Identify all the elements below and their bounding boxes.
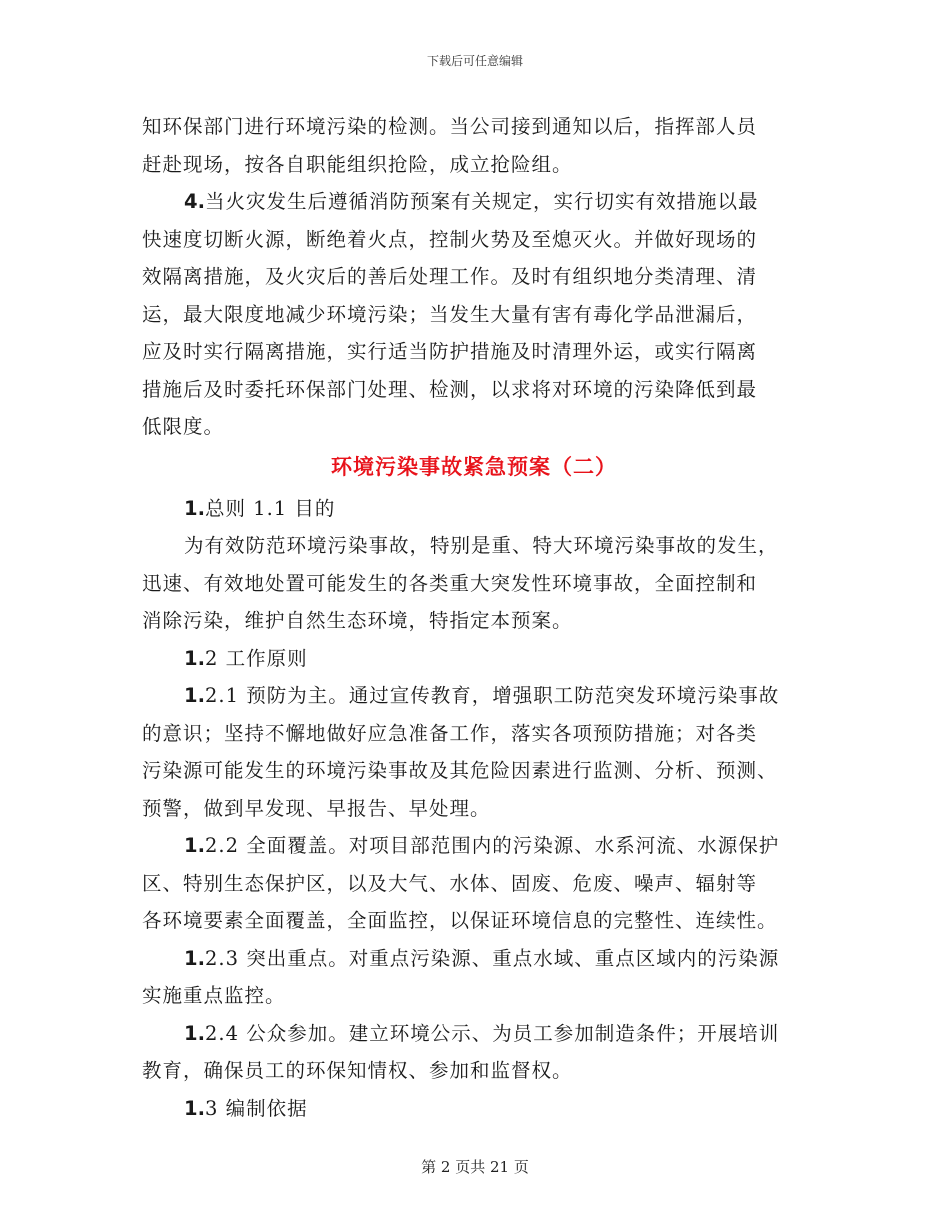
section-heading <box>142 640 812 678</box>
body-line: 效隔离措施，及火灾后的善后处理工作。及时有组织地分类清理、清 <box>142 265 758 288</box>
body-line: 迅速、有效地处置可能发生的各类重大突发性环境事故，全面控制和 <box>142 571 758 595</box>
document-body <box>142 108 812 1127</box>
body-text: 当火灾发生后遵循消防预案有关规定，实行切实有效措施以最 <box>204 190 759 213</box>
paragraph-first-line <box>142 1015 812 1053</box>
body-line: 教育，确保员工的环保知情权、参加和监督权。 <box>142 1059 573 1082</box>
paragraph-first-line <box>142 940 812 978</box>
body-text: 2.3 突出重点。对重点污染源、重点水域、重点区域内的污染源 <box>204 946 780 970</box>
body-line: 消除污染，维护自然生态环境，特指定本预案。 <box>142 609 573 632</box>
body-line: 应及时实行隔离措施，实行适当防护措施及时清理外运，或实行隔离 <box>142 340 758 363</box>
body-line: 污染源可能发生的环境污染事故及其危险因素进行监测、分析、预测、 <box>142 759 778 782</box>
section-heading-text: 3 编制依据 <box>204 1096 308 1120</box>
section-number: 1. <box>184 684 205 707</box>
body-line: 预警，做到早发现、早报告、早处理。 <box>142 796 491 820</box>
page-header: 下载后可任意编辑 <box>426 54 523 68</box>
section-number: 1. <box>184 496 205 520</box>
body-line: 知环保部门进行环境污染的检测。当公司接到通知以后，指挥部人员 <box>142 115 758 138</box>
paragraph-first-line <box>142 677 812 715</box>
paragraph-first-line <box>142 827 812 865</box>
page-footer: 第 2 页共 21 页 <box>421 1158 529 1176</box>
body-line: 实施重点监控。 <box>142 984 286 1007</box>
section-heading <box>142 1090 812 1128</box>
body-line: 措施后及时委托环保部门处理、检测，以求将对环境的污染降低到最 <box>142 377 758 401</box>
section-number: 1. <box>184 834 205 857</box>
body-line: 低限度。 <box>142 415 225 438</box>
list-number: 4. <box>184 190 205 213</box>
body-text: 2.1 预防为主。通过宣传教育，增强职工防范突发环境污染事故 <box>204 684 780 707</box>
section-heading-text: 总则 1.1 目的 <box>204 496 336 520</box>
body-line: 区、特别生态保护区，以及大气、水体、固废、危废、噪声、辐射等 <box>142 871 758 895</box>
paragraph-first-line: 为有效防范环境污染事故，特别是重、特大环境污染事故的发生， <box>184 534 779 557</box>
section-heading-text: 2 工作原则 <box>204 646 308 670</box>
body-line: 的意识；坚持不懈地做好应急准备工作，落实各项预防措施；对各类 <box>142 721 758 745</box>
section-number: 1. <box>184 1096 205 1120</box>
paragraph-first-line <box>142 183 812 221</box>
body-text: 2.4 公众参加。建立环境公示、为员工参加制造条件；开展培训 <box>204 1021 780 1045</box>
body-line: 运，最大限度地减少环境污染；当发生大量有害有毒化学品泄漏后， <box>142 302 758 326</box>
body-line: 各环境要素全面覆盖，全面监控，以保证环境信息的完整性、连续性。 <box>142 909 778 932</box>
section-title: 环境污染事故紧急预案（二） <box>331 453 617 479</box>
body-text: 2.2 全面覆盖。对项目部范围内的污染源、水系河流、水源保护 <box>204 834 780 857</box>
section-heading <box>142 490 812 528</box>
section-number: 1. <box>184 646 205 670</box>
section-number: 1. <box>184 1021 205 1045</box>
body-line: 快速度切断火源，断绝着火点，控制火势及至熄灭火。并做好现场的 <box>142 227 758 251</box>
section-number: 1. <box>184 946 205 970</box>
body-line: 赶赴现场，按各自职能组织抢险，成立抢险组。 <box>142 152 573 176</box>
